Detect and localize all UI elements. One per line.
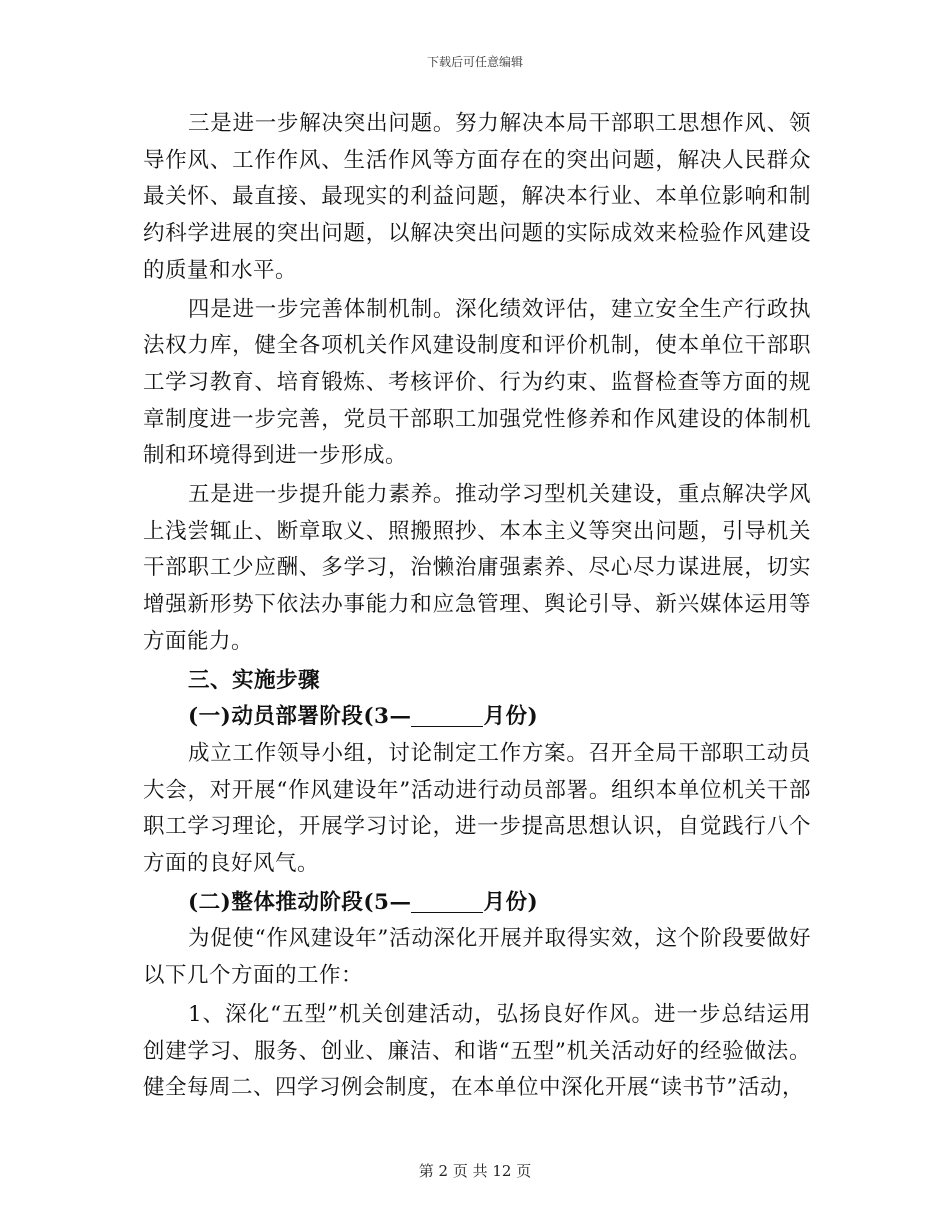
paragraph-item-one: 1、深化“五型”机关创建活动，弘扬良好作风。进一步总结运用创建学习、服务、创业、廉洁、和谐“五型”机关活动好的经验做法。健全每周二、四学习例会制度，在本单位中深化开展“读书节”活动， — [143, 1001, 811, 1101]
paragraph-promotion-intro: 为促使“作风建设年”活动深化开展并取得实效，这个阶段要做好以下几个方面的工作： — [143, 926, 811, 989]
subheading-mobilization-suffix: 月份) — [483, 704, 539, 730]
section-heading-steps: 三、实施步骤 — [188, 667, 321, 693]
paragraph-four: 四是进一步完善体制机制。深化绩效评估，建立安全生产行政执法权力库，健全各项机关作风建设制度和评价机制，使本单位干部职工学习教育、培育锻炼、考核评价、行为约束、监督检查等方面的规章制度进一步完善，党员干部职工加强党性修养和作风建设的体制机制和环境得到进一步形成。 — [143, 296, 811, 469]
subheading-promotion — [143, 885, 811, 922]
blank-line — [411, 890, 483, 913]
blank-line — [411, 704, 483, 727]
paragraph-three: 三是进一步解决突出问题。努力解决本局干部职工思想作风、领导作风、工作作风、生活作风等方面存在的突出问题，解决人民群众最关怀、最直接、最现实的利益问题，解决本行业、本单位影响和制约科学进展的突出问题，以解决突出问题的实际成效来检验作风建设的质量和水平。 — [143, 111, 811, 283]
paragraph-mobilization: 成立工作领导小组，讨论制定工作方案。召开全局干部职工动员大会，对开展“作风建设年”活动进行动员部署。组织本单位机关干部职工学习理论，开展学习讨论，进一步提高思想认识，自觉践行八个方面的良好风气。 — [143, 740, 811, 877]
page-header-note: 下载后可任意编辑 — [426, 55, 523, 69]
document-body — [143, 106, 811, 1107]
page-number: 第 2 页 共 12 页 — [418, 1162, 532, 1180]
subheading-promotion-prefix: (二)整体推动阶段(5— — [188, 889, 412, 915]
subheading-mobilization — [143, 699, 811, 736]
paragraph-five: 五是进一步提升能力素养。推动学习型机关建设，重点解决学风上浅尝辄止、断章取义、照搬照抄、本本主义等突出问题，引导机关干部职工少应酬、多学习，治懒治庸强素养、尽心尽力谋进展，切实增强新形势下依法办事能力和应急管理、舆论引导、新兴媒体运用等方面能力。 — [143, 482, 811, 654]
subheading-promotion-suffix: 月份) — [483, 889, 539, 915]
subheading-mobilization-prefix: (一)动员部署阶段(3— — [188, 704, 412, 730]
